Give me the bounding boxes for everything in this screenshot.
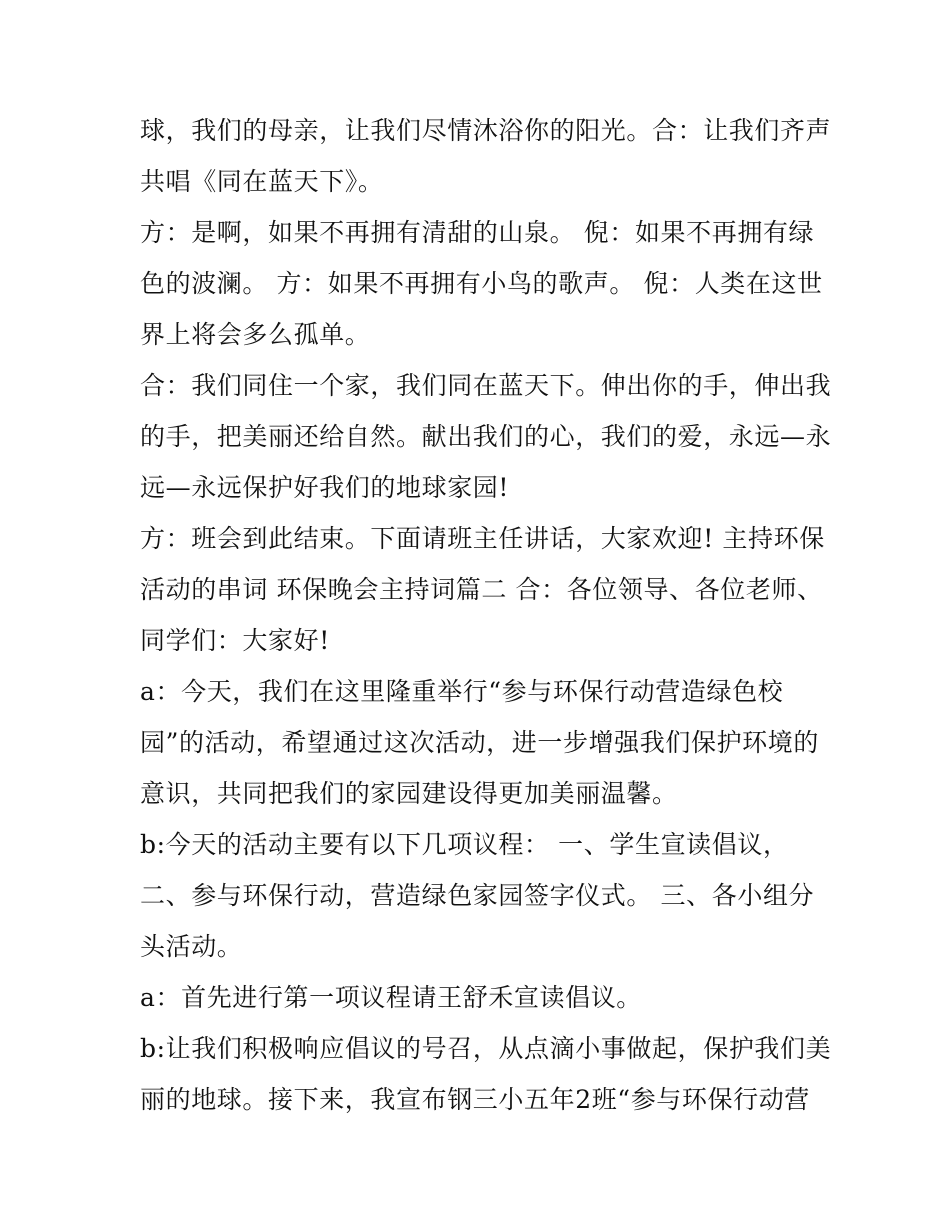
text-line: 合：我们同住一个家，我们同在蓝天下。伸出你的手，伸出我	[140, 371, 832, 400]
text-line: 共唱《同在蓝天下》。	[140, 167, 384, 196]
text-line: 活动的串词 环保晚会主持词篇二 合：各位领导、各位老师、	[140, 575, 823, 604]
text-line: a：首先进行第一项议程请王舒禾宣读倡议。	[140, 983, 642, 1012]
text-line: 丽的地球。接下来，我宣布钢三小五年2班“参与环保行动营	[140, 1085, 810, 1114]
document-body	[140, 105, 832, 1125]
text-line: 二、参与环保行动，营造绿色家园签字仪式。 三、各小组分	[140, 881, 815, 910]
text-line: 的手，把美丽还给自然。献出我们的心，我们的爱，永远—永	[140, 422, 832, 451]
text-line: 色的波澜。 方：如果不再拥有小鸟的歌声。 倪：人类在这世	[140, 269, 823, 298]
text-line: b:今天的活动主要有以下几项议程： 一、学生宣读倡议，	[140, 830, 789, 859]
text-line: b:让我们积极响应倡议的号召，从点滴小事做起，保护我们美	[140, 1034, 832, 1063]
text-line: 头活动。	[140, 932, 243, 961]
text-line: a：今天，我们在这里隆重举行“参与环保行动营造绿色校	[140, 677, 784, 706]
text-line: 界上将会多么孤单。	[140, 320, 371, 349]
text-line: 园”的活动，希望通过这次活动，进一步增强我们保护环境的	[140, 728, 819, 757]
text-line: 远—永远保护好我们的地球家园!	[140, 473, 510, 502]
text-line: 意识，共同把我们的家园建设得更加美丽温馨。	[140, 779, 678, 808]
text-line: 球，我们的母亲，让我们尽情沐浴你的阳光。合：让我们齐声	[140, 116, 832, 145]
text-line: 同学们：大家好!	[140, 626, 330, 655]
text-line: 方：班会到此结束。下面请班主任讲话，大家欢迎! 主持环保	[140, 524, 825, 553]
text-line: 方：是啊，如果不再拥有清甜的山泉。 倪：如果不再拥有绿	[140, 218, 815, 247]
